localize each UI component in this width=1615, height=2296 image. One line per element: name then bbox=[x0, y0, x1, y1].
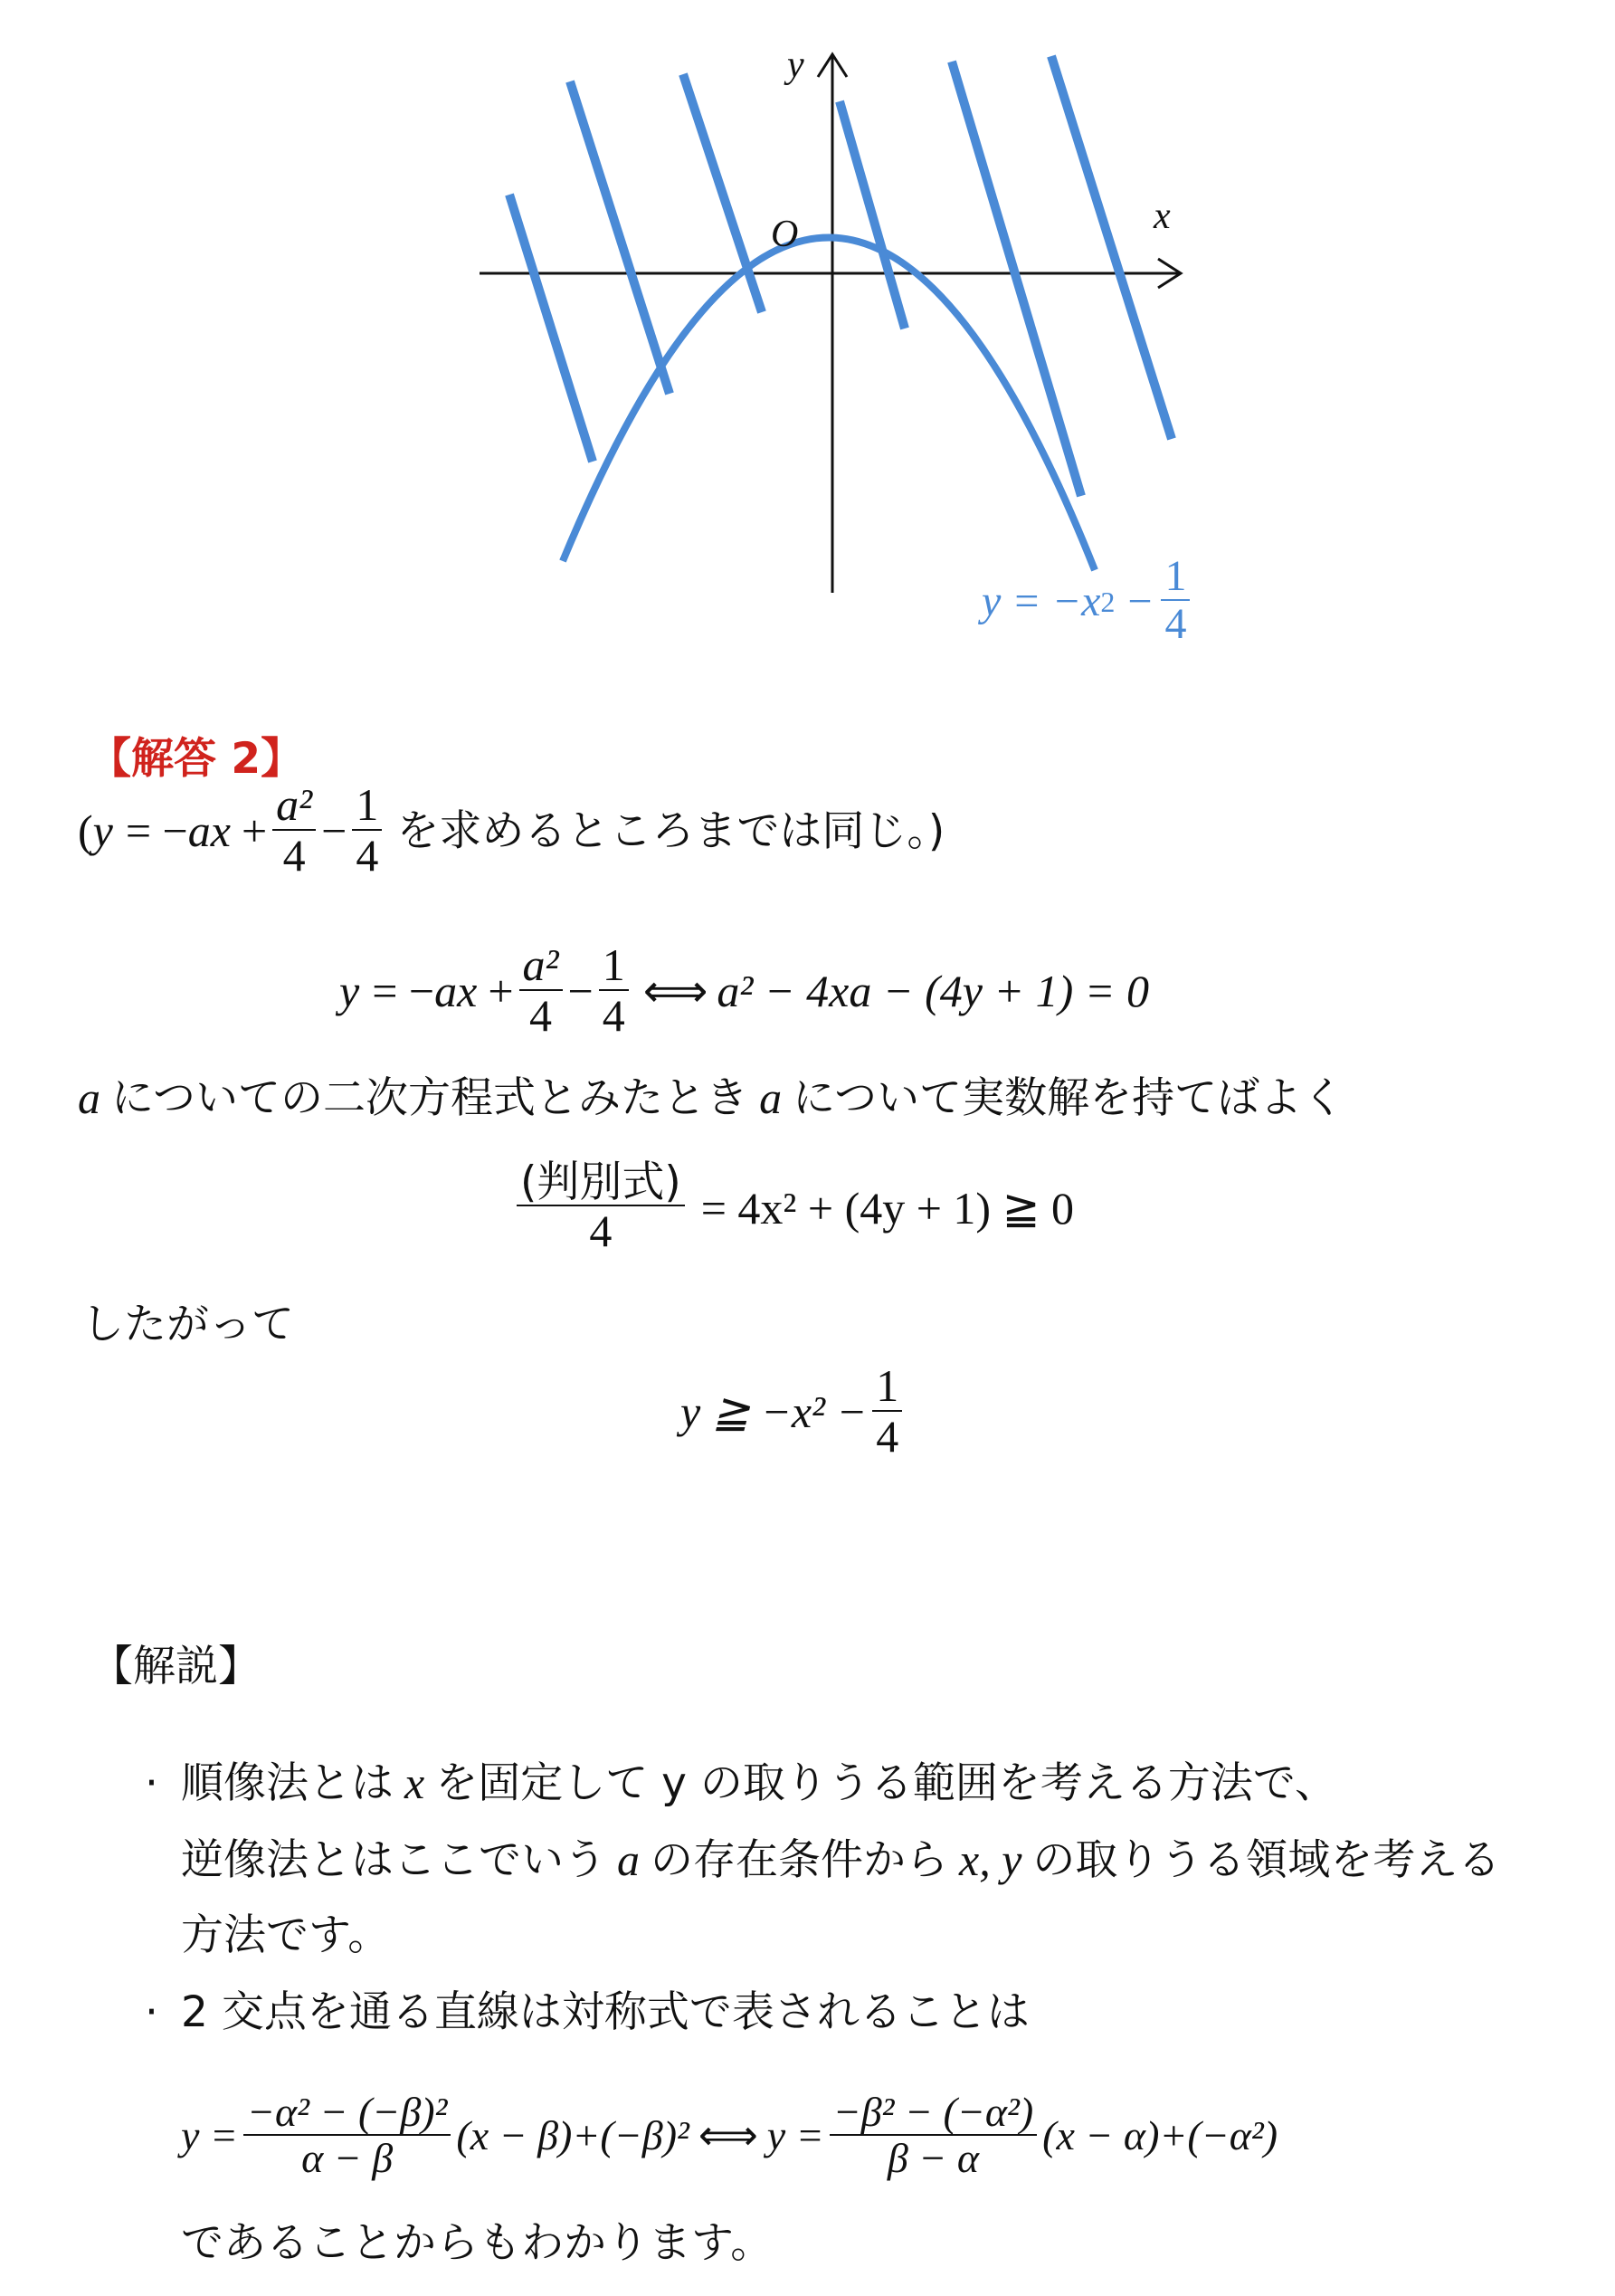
intro-tail: を求めるところまでは同じ。) bbox=[396, 805, 945, 856]
eq1-rhs: a² − 4xa − (4y + 1) = 0 bbox=[717, 966, 1150, 1016]
b1-l1-x: x bbox=[404, 1758, 425, 1808]
eq2-num: (判別式) bbox=[520, 1157, 681, 1207]
intro-eq: = − bbox=[125, 805, 188, 856]
answer2-intro bbox=[78, 776, 945, 885]
commentary-bullet1-line1 bbox=[145, 1758, 1337, 1808]
b1-l1-pre: 順像法とは bbox=[181, 1758, 394, 1808]
tangent-line bbox=[509, 195, 593, 462]
curve-label-minus: − bbox=[1127, 576, 1153, 625]
commentary-eq4 bbox=[181, 2072, 1278, 2199]
commentary-bullet2-line1 bbox=[145, 1987, 1030, 2037]
intro-open-paren: ( bbox=[78, 805, 93, 856]
eq4-den1: α − β bbox=[243, 2134, 451, 2182]
intro-minus: − bbox=[321, 805, 347, 856]
tangent-line bbox=[683, 74, 762, 312]
eq4-frac2 bbox=[830, 2088, 1037, 2182]
answer2-eq2 bbox=[511, 1149, 1074, 1267]
eq3-den: 4 bbox=[872, 1410, 902, 1462]
b2-l1-text: 2 交点を通る直線は対称式で表されることは bbox=[181, 1987, 1030, 2037]
tangent-line bbox=[570, 81, 670, 394]
eq1-minus: − bbox=[567, 966, 594, 1016]
eq4-mid1: (x − β)+(−β)² bbox=[456, 2112, 689, 2158]
tangent-line bbox=[840, 101, 905, 329]
eq1-plus: + bbox=[488, 966, 514, 1016]
intro-frac2-den: 4 bbox=[352, 829, 382, 881]
eq1-frac2-num: 1 bbox=[602, 939, 625, 991]
origin-label: O bbox=[771, 214, 799, 255]
curve-label: y = −x 2 − $\frac{1}{4}$ bbox=[982, 554, 1195, 649]
eq1-frac2 bbox=[599, 941, 629, 1041]
eq3-lhs: y ≧ −x² − bbox=[680, 1386, 868, 1437]
eq4-y2: y = bbox=[766, 2112, 824, 2158]
eq1-frac1-den: 4 bbox=[519, 989, 563, 1041]
intro-frac2 bbox=[352, 781, 382, 881]
eq4-num2: −β² − (−α²) bbox=[832, 2088, 1034, 2135]
commentary-bullet1-line3: 方法です。 bbox=[181, 1910, 391, 1960]
eq3-num: 1 bbox=[876, 1360, 899, 1412]
answer2-therefore: したがって bbox=[81, 1300, 294, 1349]
eq2-den: 4 bbox=[517, 1205, 685, 1256]
bullet-dot: · bbox=[145, 1987, 158, 2037]
intro-frac1 bbox=[272, 781, 316, 881]
curve-label-num: 1 bbox=[1164, 552, 1187, 600]
commentary-bullet1-line2 bbox=[181, 1834, 1501, 1885]
eq3-frac bbox=[872, 1362, 902, 1462]
tangent-line bbox=[1051, 56, 1172, 439]
curve-label-fraction bbox=[1161, 554, 1190, 649]
commentary-heading: 【解説】 bbox=[90, 1642, 261, 1691]
intro-frac1-den: 4 bbox=[272, 829, 316, 881]
eq4-mid2: (x − α)+(−α²) bbox=[1042, 2112, 1278, 2158]
curve-label-den: 4 bbox=[1161, 599, 1190, 649]
answer2-eq1 bbox=[339, 937, 1149, 1045]
eq2-frac bbox=[517, 1157, 685, 1257]
intro-ax: ax bbox=[187, 805, 231, 856]
intro-y: y bbox=[92, 805, 113, 856]
answer2-eq3 bbox=[680, 1353, 907, 1471]
line2-a1: a bbox=[78, 1072, 100, 1123]
eq4-den2: β − α bbox=[830, 2134, 1037, 2182]
eq4-frac1 bbox=[243, 2088, 451, 2182]
answer2-line2 bbox=[78, 1072, 1345, 1123]
eq1-frac1-num: a² bbox=[522, 939, 559, 991]
eq1-frac1 bbox=[519, 941, 563, 1041]
b1-l2-xy: x, y bbox=[959, 1834, 1022, 1885]
eq4-num1: −α² − (−β)² bbox=[246, 2088, 448, 2135]
intro-frac2-num: 1 bbox=[356, 779, 379, 831]
eq1-iff: ⟺ bbox=[642, 966, 708, 1016]
intro-frac1-num: a² bbox=[276, 779, 313, 831]
tangent-line bbox=[952, 62, 1081, 496]
eq1-ax: ax bbox=[434, 966, 478, 1016]
bullet-dot: · bbox=[145, 1758, 158, 1808]
eq4-y1: y = bbox=[181, 2112, 238, 2158]
line2-text1: についての二次方程式とみたとき bbox=[111, 1072, 749, 1123]
commentary-bullet2-line3: であることからもわかります。 bbox=[181, 2218, 774, 2268]
b1-l2-pre: 逆像法とはここでいう bbox=[181, 1834, 606, 1885]
line2-a2: a bbox=[759, 1072, 783, 1123]
b1-l2-post: の取りうる領域を考える bbox=[1032, 1834, 1501, 1885]
y-axis-label: y bbox=[787, 44, 804, 86]
b1-l1-mid: を固定して y の取りうる範囲を考える方法で、 bbox=[435, 1758, 1337, 1808]
x-axis-label: x bbox=[1154, 195, 1171, 237]
tangent-lines bbox=[509, 56, 1172, 496]
eq1-frac2-den: 4 bbox=[599, 989, 629, 1041]
intro-plus: + bbox=[241, 805, 268, 856]
eq2-rhs: = 4x² + (4y + 1) ≧ 0 bbox=[700, 1183, 1074, 1234]
eq1-lhs: y bbox=[339, 966, 360, 1016]
curve-label-lhs: y = −x bbox=[982, 576, 1101, 625]
answer2-heading: 【解答 2】 bbox=[89, 734, 304, 784]
eq1-eq: = − bbox=[372, 966, 435, 1016]
eq4-iff: ⟺ bbox=[698, 2112, 758, 2158]
b1-l2-a: a bbox=[617, 1834, 640, 1885]
b1-l2-mid: の存在条件から bbox=[651, 1834, 948, 1885]
line2-text2: について実数解を持てばよく bbox=[793, 1072, 1345, 1123]
